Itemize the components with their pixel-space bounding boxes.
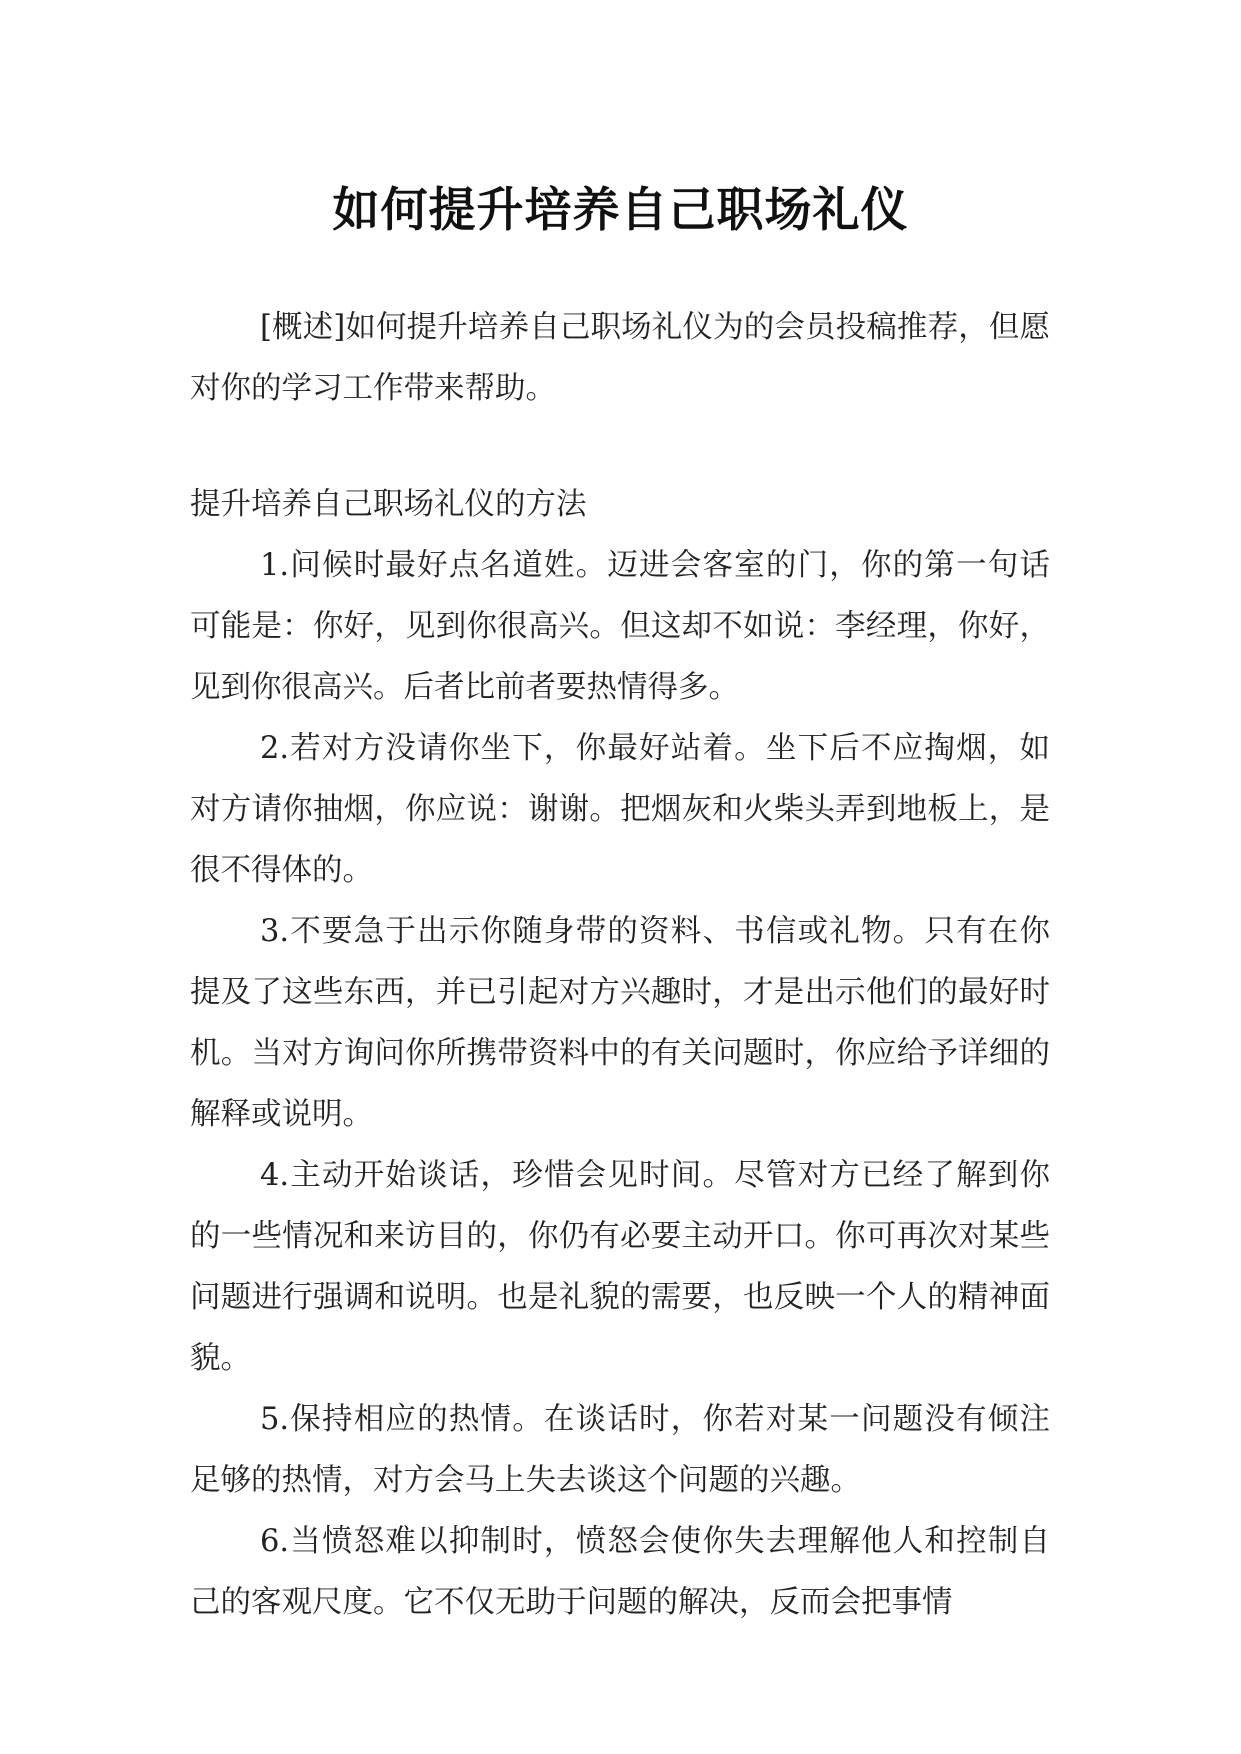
list-item: 4.主动开始谈话，珍惜会见时间。尽管对方已经了解到你的一些情况和来访目的，你仍有必要主动开口。你可再次对某些问题进行强调和说明。也是礼貌的需要，也反映一个人的精神面貌。	[190, 1158, 1050, 1376]
summary-paragraph: [概述]如何提升培养自己职场礼仪为的会员投稿推荐，但愿对你的学习工作带来帮助。	[190, 310, 1050, 406]
list-item: 5.保持相应的热情。在谈话时，你若对某一问题没有倾注足够的热情，对方会马上失去谈这个问题的兴趣。	[190, 1402, 1050, 1498]
list-item: 6.当愤怒难以抑制时，愤怒会使你失去理解他人和控制自己的客观尺度。它不仅无助于问题的解决，反而会把事情	[190, 1524, 1050, 1620]
section-heading: 提升培养自己职场礼仪的方法	[190, 487, 587, 522]
list-item: 3.不要急于出示你随身带的资料、书信或礼物。只有在你提及了这些东西，并已引起对方兴趣时，才是出示他们的最好时机。当对方询问你所携带资料中的有关问题时，你应给予详细的解释或说明。	[190, 914, 1050, 1132]
list-item: 1.问候时最好点名道姓。迈进会客室的门，你的第一句话可能是：你好，见到你很高兴。但这却不如说：李经理，你好，见到你很高兴。后者比前者要热情得多。	[190, 548, 1050, 705]
method-section	[190, 474, 1050, 1633]
list-item: 2.若对方没请你坐下，你最好站着。坐下后不应掏烟，如对方请你抽烟，你应说：谢谢。把烟灰和火柴头弄到地板上，是很不得体的。	[190, 731, 1050, 888]
document-title: 如何提升培养自己职场礼仪	[332, 183, 909, 239]
